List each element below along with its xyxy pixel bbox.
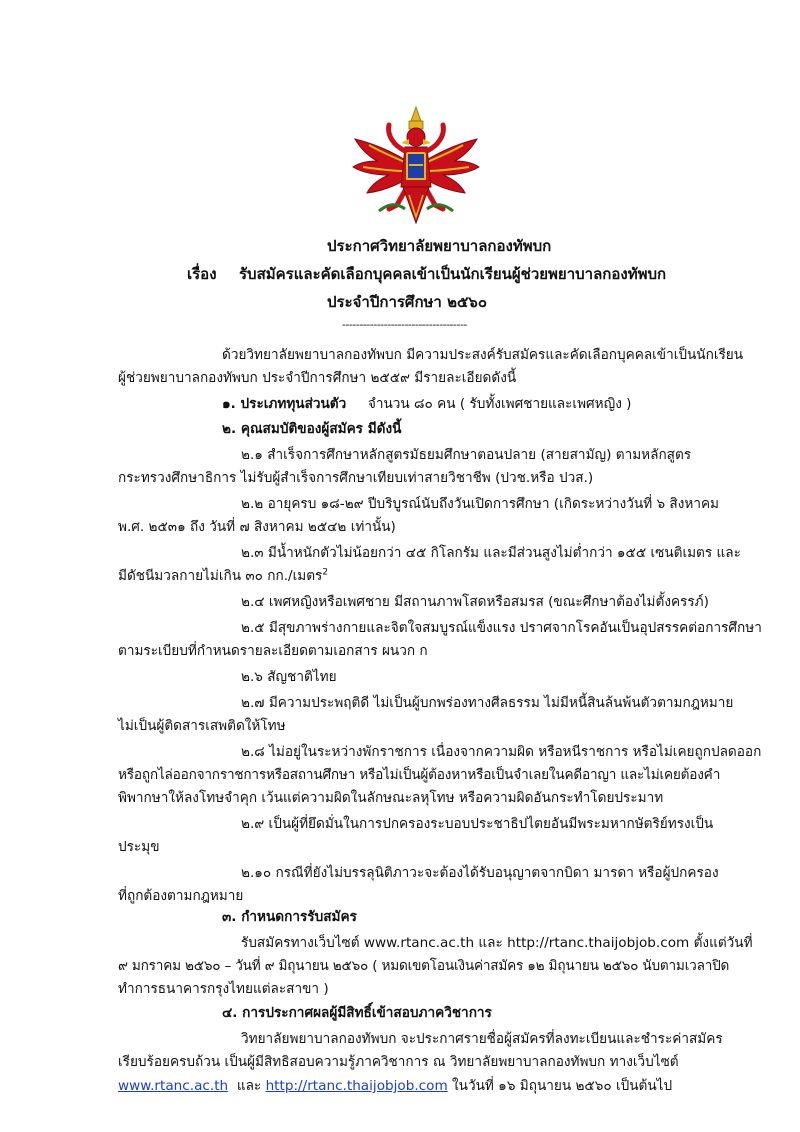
- announcement-date-text: ในวันที่ ๑๖ มิถุนายน ๒๕๖๐ เป็นต้นไป: [452, 1078, 673, 1094]
- section-4-line-2: เรียบร้อยครบถ้วน เป็นผู้มีสิทธิสอบความรู้ภาควิชาการ ณ วิทยาลัยพยาบาลกองทัพบก ทางเว็บไซต์: [118, 1054, 679, 1070]
- section-1-detail: จำนวน ๘๐ คน ( รับทั้งเพศชายและเพศหญิง ): [367, 396, 632, 412]
- section-2-item-2-line-1: ๒.๒ อายุครบ ๑๘-๒๙ ปีบริบูรณ์นับถึงวันเปิดการศึกษา (เกิดระหว่างวันที่ ๖ สิงหาคม: [241, 496, 720, 512]
- and-text: และ: [236, 1078, 262, 1094]
- section-2-item-7-line-1: ๒.๗ มีความประพฤติดี ไม่เป็นผู้บกพร่องทางศีลธรรม ไม่มีหนี้สินล้นพ้นตัวตามกฎหมาย: [241, 695, 734, 711]
- section-2-item-2-line-2: พ.ศ. ๒๕๓๑ ถึง วันที่ ๗ สิงหาคม ๒๕๔๒ เท่านั้น): [118, 519, 396, 535]
- section-3-line-2: ๙ มกราคม ๒๕๖๐ – วันที่ ๙ มิถุนายน ๒๕๖๐ ( หมดเขตโอนเงินค่าสมัคร ๑๒ มิถุนายน ๒๕๖๐ นับตามเวลาปิด: [118, 958, 730, 974]
- section-3-line-3: ทำการธนาคารกรุงไทยแต่ละสาขา ): [118, 981, 329, 997]
- bmi-text: มีดัชนีมวลกายไม่เกิน ๓๐ กก./เมตร: [118, 568, 323, 584]
- section-2-heading: ๒. คุณสมบัติของผู้สมัคร มีดังนี้: [222, 421, 402, 437]
- divider-line: ------------------------------------: [342, 318, 467, 331]
- subject-text: รับสมัครและคัดเลือกบุคคลเข้าเป็นนักเรียนผู้ช่วยพยาบาลกองทัพบก: [239, 265, 667, 283]
- section-2-item-5-line-2: ตามระเบียบที่กำหนดรายละเอียดตามเอกสาร ผนวก ก: [118, 643, 428, 659]
- section-2-item-10-line-1: ๒.๑๐ กรณีที่ยังไม่บรรลุนิติภาวะจะต้องได้รับอนุญาตจากบิดา มารดา หรือผู้ปกครอง: [241, 865, 719, 881]
- garuda-emblem-icon: [349, 105, 483, 229]
- section-2-item-8-line-2: หรือถูกไล่ออกจากราชการหรือสถานศึกษา หรือไม่เป็นผู้ต้องหาหรือเป็นจำเลยในคดีอาญา และไม่เคยต้องคำ: [118, 767, 721, 783]
- section-2-item-5-line-1: ๒.๕ มีสุขภาพร่างกายและจิตใจสมบูรณ์แข็งแรง ปราศจากโรคอันเป็นอุปสรรคต่อการศึกษา: [241, 620, 762, 636]
- section-2-item-8-line-1: ๒.๘ ไม่อยู่ในระหว่างพักราชการ เนื่องจากความผิด หรือหนีราชการ หรือไม่เคยถูกปลดออก: [241, 744, 762, 760]
- section-2-item-3-line-2: [118, 564, 328, 586]
- rtanc-website-link[interactable]: www.rtanc.ac.th: [118, 1078, 229, 1094]
- subject-label: เรื่อง: [187, 265, 217, 283]
- section-2-item-7-line-2: ไม่เป็นผู้ติดสารเสพติดให้โทษ: [118, 718, 286, 734]
- section-2-item-6: ๒.๖ สัญชาติไทย: [241, 669, 337, 685]
- section-2-item-10-line-2: ที่ถูกต้องตามกฎหมาย: [118, 888, 244, 904]
- bmi-superscript: 2: [322, 567, 329, 578]
- section-4-line-1: วิทยาลัยพยาบาลกองทัพบก จะประกาศรายชื่อผู้สมัครที่ลงทะเบียนและชำระค่าสมัคร: [241, 1031, 723, 1047]
- announcement-title: ประกาศวิทยาลัยพยาบาลกองทัพบก: [327, 237, 552, 255]
- thaijobjob-website-link[interactable]: http://rtanc.thaijobjob.com: [265, 1078, 448, 1094]
- section-2-item-1-line-1: ๒.๑ สำเร็จการศึกษาหลักสูตรมัธยมศึกษาตอนปลาย (สายสามัญ) ตามหลักสูตร: [241, 447, 692, 463]
- announcement-subject: [187, 262, 666, 286]
- section-3-line-1: รับสมัครทางเว็บไซต์ www.rtanc.ac.th และ http://rtanc.thaijobjob.com ตั้งแต่วันที่: [241, 935, 753, 951]
- section-2-item-1-line-2: กระทรวงศึกษาธิการ ไม่รับผู้สำเร็จการศึกษาเทียบเท่าสายวิชาชีพ (ปวช.หรือ ปวส.): [118, 470, 594, 486]
- section-1: [222, 392, 631, 414]
- section-2-item-3-line-1: ๒.๓ มีน้ำหนักตัวไม่น้อยกว่า ๔๕ กิโลกรัม และมีส่วนสูงไม่ต่ำกว่า ๑๕๕ เซนติเมตร และ: [241, 545, 741, 561]
- section-2-item-9-line-2: ประมุข: [118, 839, 160, 855]
- section-2-item-4: ๒.๔ เพศหญิงหรือเพศชาย มีสถานภาพโสดหรือสมรส (ขณะศึกษาต้องไม่ตั้งครรภ์): [241, 594, 709, 610]
- intro-line-2: ผู้ช่วยพยาบาลกองทัพบก ประจำปีการศึกษา ๒๕๕๙ มีรายละเอียดดังนี้: [118, 370, 517, 386]
- section-4-line-3: [118, 1074, 672, 1096]
- section-2-item-9-line-1: ๒.๙ เป็นผู้ที่ยึดมั่นในการปกครองระบอบประชาธิปไตยอันมีพระมหากษัตริย์ทรงเป็น: [241, 816, 714, 832]
- academic-year: ประจำปีการศึกษา ๒๕๖๐: [327, 293, 487, 311]
- intro-line-1: ด้วยวิทยาลัยพยาบาลกองทัพบก มีความประสงค์รับสมัครและคัดเลือกบุคคลเข้าเป็นนักเรียน: [222, 347, 744, 363]
- section-1-heading: ๑. ประเภททุนส่วนตัว: [222, 396, 347, 412]
- section-3-heading: ๓. กำหนดการรับสมัคร: [222, 909, 357, 925]
- section-2-item-8-line-3: พิพากษาให้ลงโทษจำคุก เว้นแต่ความผิดในลักษณะลหุโทษ หรือความผิดอันกระทำโดยประมาท: [118, 790, 664, 806]
- section-4-heading: ๔. การประกาศผลผู้มีสิทธิ์เข้าสอบภาควิชาการ: [222, 1005, 492, 1021]
